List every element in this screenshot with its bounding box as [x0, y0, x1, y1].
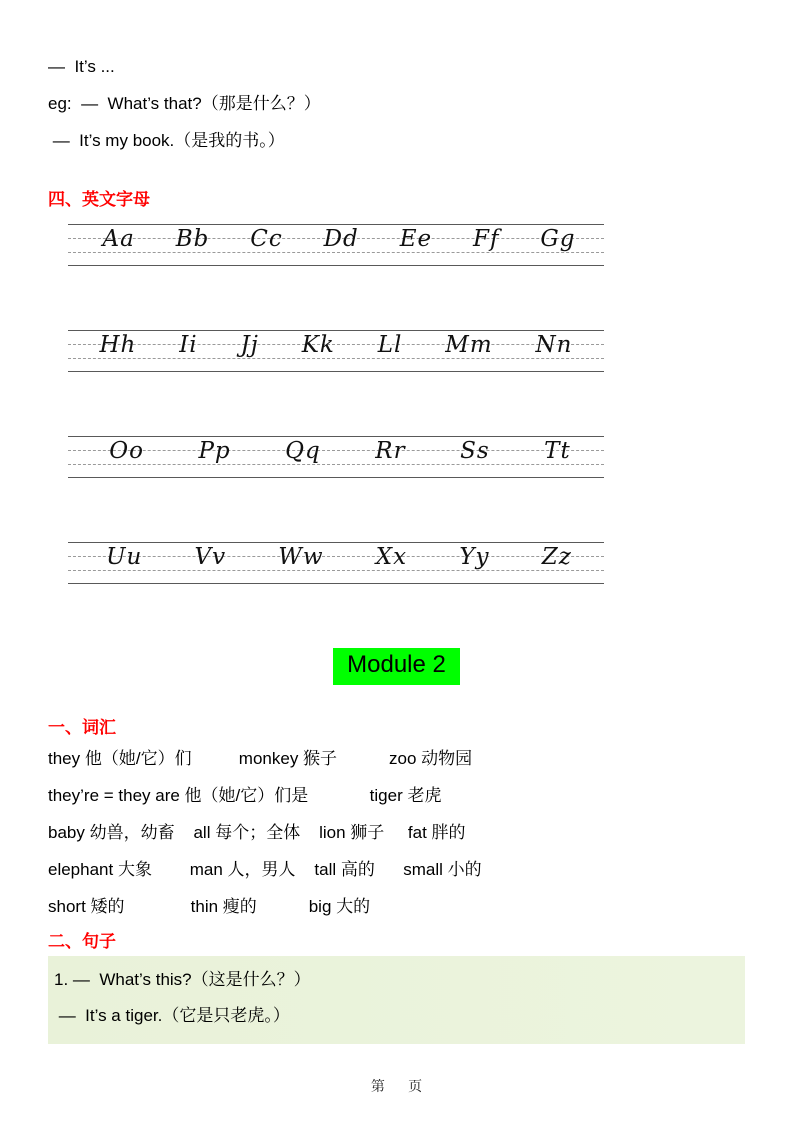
sentence-heading: 二、句子 [48, 931, 116, 951]
letter-pair: Tt [544, 438, 571, 464]
letter-pair: Ll [377, 332, 403, 358]
alphabet-stave-row [68, 330, 604, 372]
alphabet-heading: 四、英文字母 [48, 190, 150, 209]
letter-pair: Ee [399, 226, 433, 252]
alphabet-stave-row [68, 542, 604, 584]
page-footer: 第 页 [370, 1078, 423, 1094]
alphabet-letters [68, 226, 604, 252]
vocab-line: elephant 大象 man 人，男人 tall 高的 small 小的 [48, 859, 482, 879]
letter-pair: Uu [106, 544, 143, 570]
alphabet-staves [48, 224, 745, 584]
letter-pair: Vv [194, 544, 227, 570]
letter-pair: Kk [301, 332, 335, 358]
letter-pair: Ww [278, 544, 324, 570]
vocab-lines [48, 740, 745, 925]
stave-rule [68, 252, 604, 253]
stave-rule [68, 583, 604, 584]
vocab-line: they 他（她/它）们 monkey 猴子 zoo 动物园 [48, 748, 473, 768]
letter-pair: Gg [540, 226, 576, 252]
stave-rule [68, 464, 604, 465]
letter-pair: Zz [541, 544, 572, 570]
stave-rule [68, 570, 604, 571]
module-banner-wrapper [48, 648, 745, 685]
letter-pair: Ff [473, 226, 500, 252]
letter-pair: Mm [445, 332, 493, 358]
letter-pair: Oo [109, 438, 144, 464]
module-banner: Module 2 [333, 648, 460, 685]
stave-rule [68, 330, 604, 331]
stave-rule [68, 371, 604, 372]
vocab-line: baby 幼兽，幼畜 all 每个；全体 lion 狮子 fat 胖的 [48, 822, 466, 842]
letter-pair: Ss [460, 438, 490, 464]
vocab-line: short 矮的 thin 瘦的 big 大的 [48, 896, 371, 916]
letter-pair: Pp [198, 438, 231, 464]
intro-line: — It’s ... [48, 57, 115, 76]
sentence-line: 1. — What’s this?（这是什么？） [54, 969, 311, 989]
letter-pair: Jj [240, 332, 259, 358]
letter-pair: Cc [250, 226, 283, 252]
alphabet-letters [68, 438, 604, 464]
alphabet-stave-row [68, 436, 604, 478]
intro-line: — It’s my book.（是我的书。） [48, 131, 285, 150]
letter-pair: Bb [175, 226, 210, 252]
alphabet-letters [68, 332, 604, 358]
letter-pair: Nn [535, 332, 573, 358]
letter-pair: Ii [179, 332, 198, 358]
intro-line: eg: — What’s that?（那是什么？） [48, 94, 321, 113]
letter-pair: Xx [375, 544, 408, 570]
sentence-block [48, 956, 745, 1044]
stave-rule [68, 542, 604, 543]
letter-pair: Yy [459, 544, 490, 570]
letter-pair: Hh [99, 332, 137, 358]
alphabet-stave-row [68, 224, 604, 266]
letter-pair: Aa [102, 226, 135, 252]
letter-pair: Qq [285, 438, 321, 464]
alphabet-letters [68, 544, 604, 570]
vocab-line: they’re = they are 他（她/它）们是 tiger 老虎 [48, 785, 442, 805]
intro-lines [48, 48, 745, 159]
stave-rule [68, 358, 604, 359]
letter-pair: Rr [375, 438, 406, 464]
stave-rule [68, 265, 604, 266]
sentence-line: — It’s a tiger.（它是只老虎。） [54, 1005, 290, 1025]
letter-pair: Dd [323, 226, 359, 252]
stave-rule [68, 224, 604, 225]
vocab-heading: 一、词汇 [48, 717, 116, 737]
stave-rule [68, 436, 604, 437]
stave-rule [68, 477, 604, 478]
